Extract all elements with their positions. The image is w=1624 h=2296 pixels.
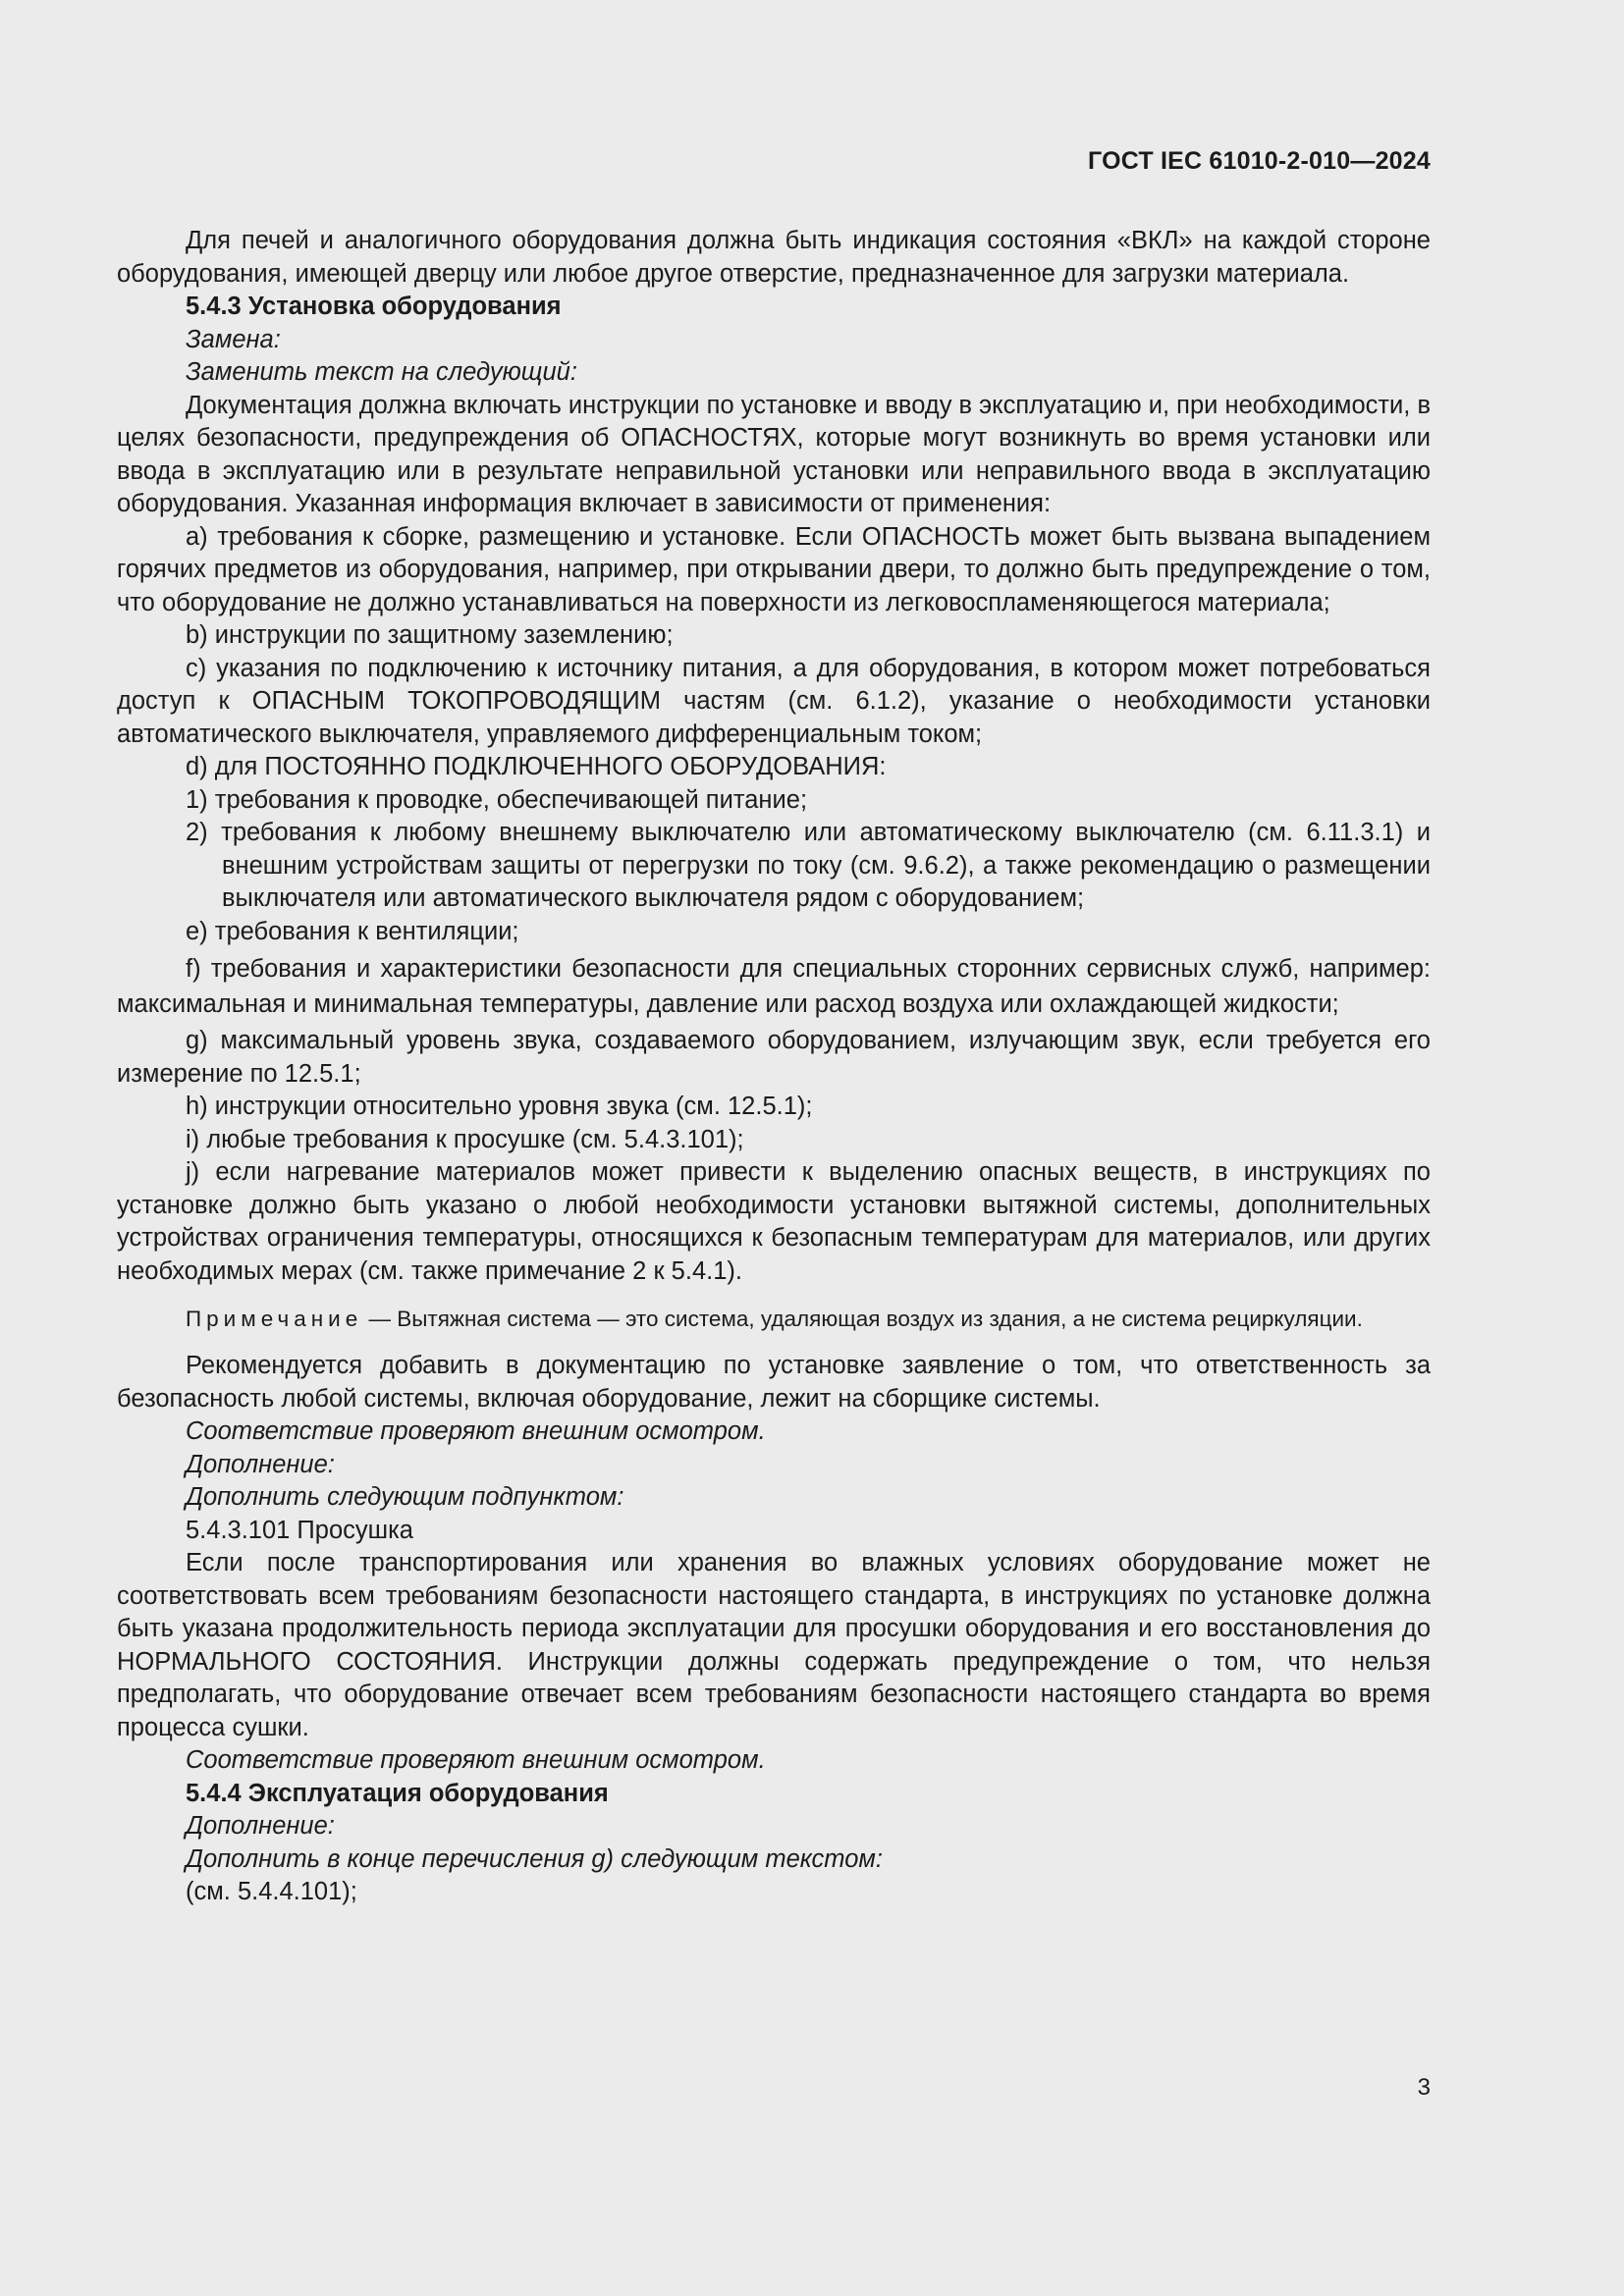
reference-line: (см. 5.4.4.101); [186,1878,357,1905]
list-item-g: g) максимальный уровень звука, создаваемого оборудованием, излучающим звук, если требуется его измерение по 12.5.1; [117,1027,1431,1088]
page-number: 3 [1417,2074,1431,2101]
list-item-j: j) если нагревание материалов может привести к выделению опасных веществ, в инструкциях по установке должно быть указано о любой необходимости установки вытяжной системы, дополнительных устройствах ограничения температуры, относящихся к безопасным температурам для материалов, или других необходимых мерах (см. также примечание 2 к 5.4.1). [117,1158,1431,1285]
addition-label-1: Дополнение: [186,1450,335,1478]
documentation-paragraph: Документация должна включать инструкции по установке и вводу в эксплуатацию и, при необходимости, в целях безопасности, предупреждения об ОПАСНОСТЯХ, которые могут возникнуть во время установки или ввода в эксплуатацию или в результате неправильной установки или неправильного ввода в эксплуатацию оборудования. Указанная информация включает в зависимости от применения: [117,391,1432,517]
list-item-a: a) требования к сборке, размещению и установке. Если ОПАСНОСТЬ может быть вызвана выпадением горячих предметов из оборудования, например, при открывании двери, то должно быть предупреждение о том, что оборудование не должно устанавливаться на поверхности из легковоспламеняющегося материала; [117,522,1431,616]
list-item-b: b) инструкции по защитному заземлению; [186,621,674,649]
list-item-d: d) для ПОСТОЯННО ПОДКЛЮЧЕННОГО ОБОРУДОВАНИЯ: [186,753,887,780]
page-body [117,225,1431,1909]
note-text: — Вытяжная система — это система, удаляющая воздух из здания, а не система рециркуляции. [362,1307,1363,1331]
addition-instruction-end: Дополнить в конце перечисления g) следующим текстом: [186,1844,883,1873]
list-item-e: e) требования к вентиляции; [186,917,519,945]
note-label: Примечание [186,1307,363,1331]
list-item-h: h) инструкции относительно уровня звука (см. 12.5.1); [186,1093,813,1120]
replacement-label: Замена: [186,325,281,353]
intro-paragraph: Для печей и аналогичного оборудования должна быть индикация состояния «ВКЛ» на каждой стороне оборудования, имеющей дверцу или любое другое отверстие, предназначенное для загрузки материала. [117,227,1431,288]
drying-paragraph: Если после транспортирования или хранения во влажных условиях оборудование может не соответствовать всем требованиям безопасности настоящего стандарта, в инструкциях по установке должна быть указана продолжительность периода эксплуатации для просушки оборудования и его восстановления до НОРМАЛЬНОГО СОСТОЯНИЯ. Инструкции должны содержать предупреждение о том, что нельзя предполагать, что оборудование отвечает всем требованиям безопасности настоящего стандарта во время процесса сушки. [117,1549,1431,1741]
note-paragraph [117,1304,1431,1334]
list-item-d-2: 2) требования к любому внешнему выключателю или автоматическому выключателю (см. 6.11.3.1) и внешним устройствам защиты от перегрузки по току (см. 9.6.2), а также рекомендацию о размещении выключателя или автоматического выключателя рядом с оборудованием; [186,819,1431,912]
addition-instruction-subclause: Дополнить следующим подпунктом: [186,1483,624,1511]
section-heading-5-4-3: 5.4.3 Установка оборудования [186,293,562,320]
list-item-f: f) требования и характеристики безопасности для специальных сторонних сервисных служб, например: максимальная и минимальная температуры, давление или расход воздуха или охлаждающей жидкости; [117,955,1431,1018]
list-item-c: c) указания по подключению к источнику питания, а для оборудования, в котором может потребоваться доступ к ОПАСНЫМ ТОКОПРОВОДЯЩИМ частям (см. 6.1.2), указание о необходимости установки автоматического выключателя, управляемого дифференциальным током; [117,654,1431,748]
subclause-heading-5-4-3-101: 5.4.3.101 Просушка [186,1516,413,1544]
recommendation-paragraph: Рекомендуется добавить в документацию по установке заявление о том, что ответственность за безопасность любой системы, включая оборудование, лежит на сборщике системы. [117,1352,1431,1413]
list-item-i: i) любые требования к просушке (см. 5.4.3.101); [186,1125,744,1153]
addition-label-2: Дополнение: [186,1812,335,1840]
document-code-header: ГОСТ IEC 61010-2-010—2024 [1088,147,1431,175]
compliance-statement-1: Соответствие проверяют внешним осмотром. [186,1417,766,1445]
list-item-d-1: 1) требования к проводке, обеспечивающей питание; [186,785,808,814]
section-heading-5-4-4: 5.4.4 Эксплуатация оборудования [186,1779,609,1807]
replacement-instruction: Заменить текст на следующий: [186,358,577,386]
compliance-statement-2: Соответствие проверяют внешним осмотром. [186,1746,766,1774]
